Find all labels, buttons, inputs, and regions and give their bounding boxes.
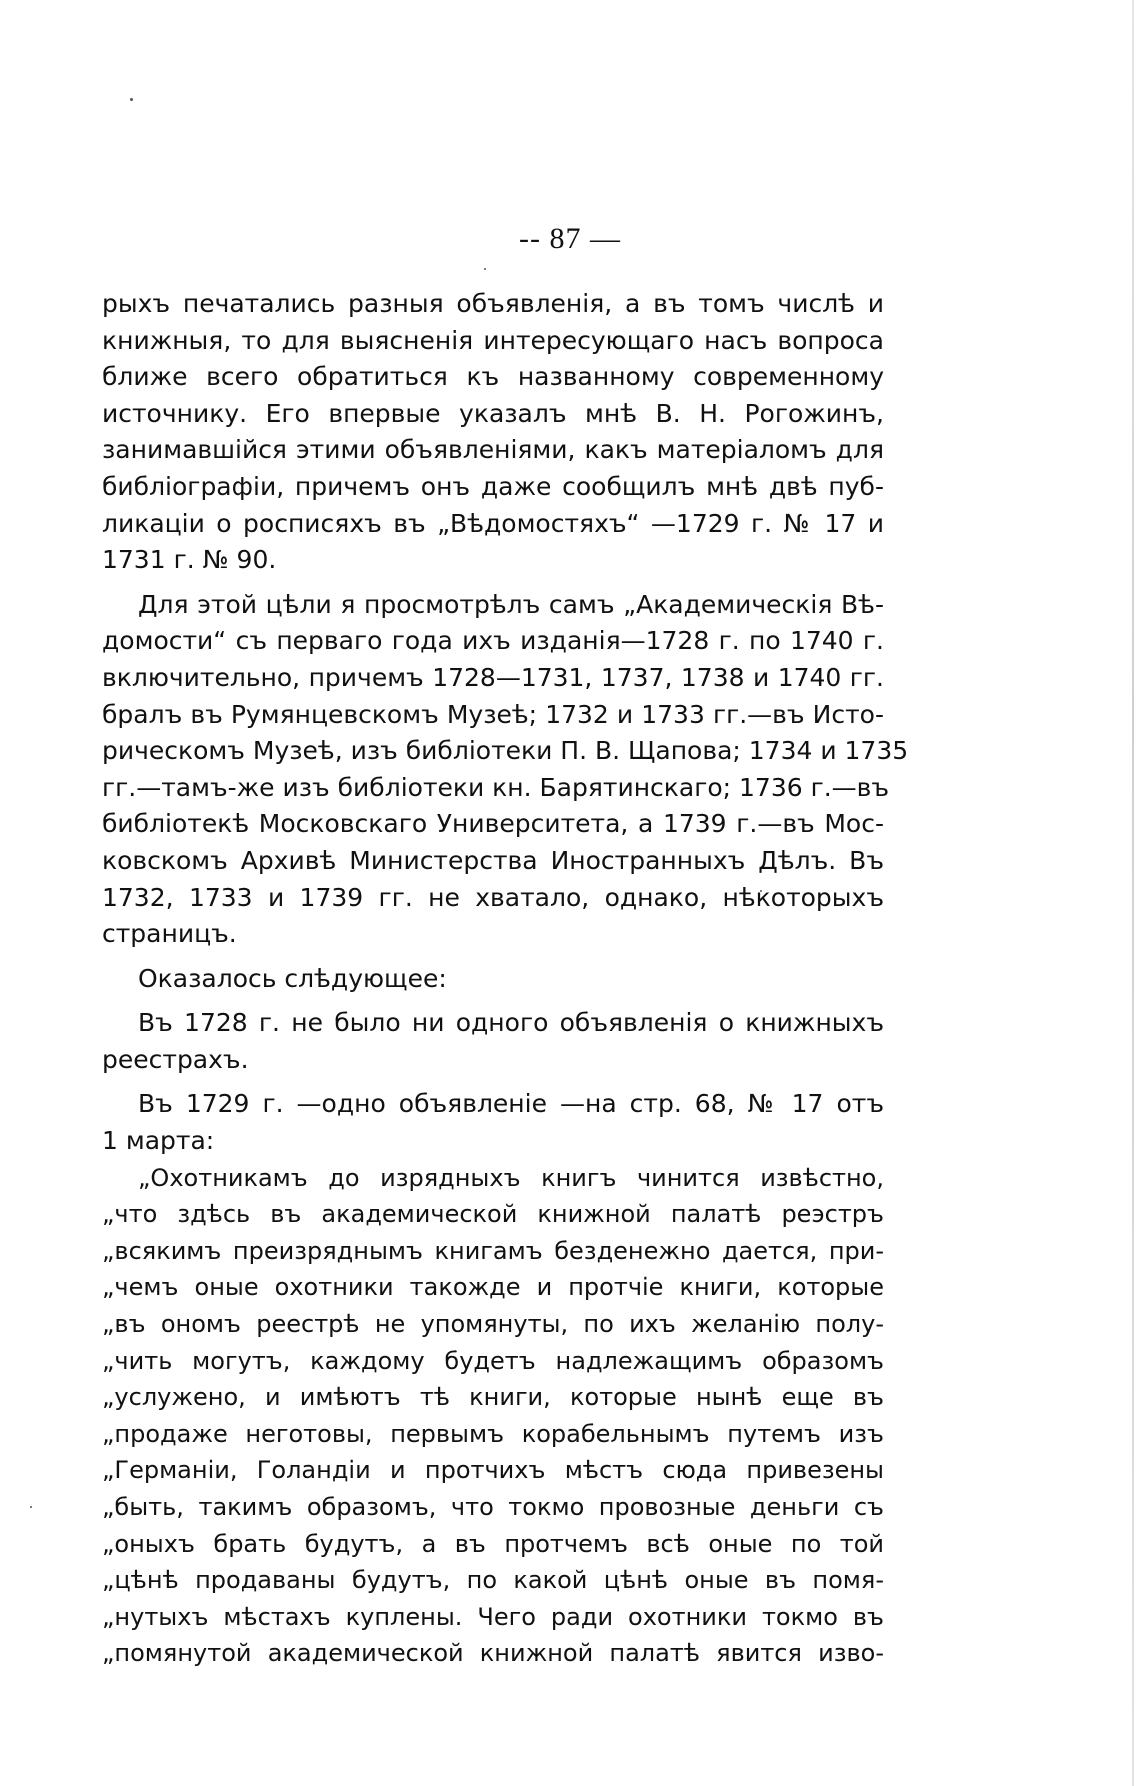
text-line: 1731 г. № 90. [102, 545, 277, 575]
text-line: ковскомъ Архивѣ Министерства Иностранныхъ Дѣлъ. Въ [102, 845, 884, 875]
quote-line: „чемъ оные охотники такожде и протчіе книги, которые [102, 1273, 884, 1302]
quote-line: „цѣнѣ продаваны будутъ, по какой цѣнѣ оные въ помя- [102, 1566, 884, 1595]
text-line: книжныя, то для выясненія интересующаго насъ вопроса [102, 325, 884, 355]
paragraph [102, 961, 884, 998]
text-line: Для этой цѣли я просмотрѣлъ самъ „Академическія Вѣ- [138, 589, 884, 619]
scan-speck [30, 1506, 32, 1508]
text-line: гг.—тамъ-же изъ библіотеки кн. Барятинскаго; 1736 г.—въ [102, 772, 890, 802]
quote-line: „нутыхъ мѣстахъ куплены. Чего ради охотники токмо въ [102, 1602, 884, 1631]
text-line: рическомъ Музеѣ, изъ библіотеки П. В. Щапова; 1734 и 1735 [102, 736, 909, 766]
quoted-announcement [102, 1160, 884, 1672]
quote-line: „Охотникамъ до изрядныхъ книгъ чинится извѣстно, [138, 1163, 884, 1192]
text-line: 1 марта: [102, 1126, 215, 1156]
scan-speck [484, 268, 486, 270]
text-line: домости“ съ перваго года ихъ изданія—1728 г. по 1740 г. [102, 626, 884, 656]
paragraph [102, 587, 909, 953]
text-line: 1732, 1733 и 1739 гг. не хватало, однако, нѣкоторыхъ [102, 882, 884, 912]
quote-line: „Германіи, Голандіи и протчихъ мѣстъ сюда привезены [102, 1456, 884, 1485]
text-line: библіографіи, причемъ онъ даже сообщилъ мнѣ двѣ пуб- [102, 471, 884, 501]
text-line: Въ 1729 г. —одно объявленіе —на стр. 68, № 17 отъ [138, 1089, 884, 1119]
text-line: занимавшійся этими объявленіями, какъ матеріаломъ для [102, 435, 884, 465]
text-line: страницъ. [102, 919, 237, 949]
text-line: источнику. Его впервые указалъ мнѣ В. Н. Рогожинъ, [102, 398, 884, 428]
text-line: рыхъ печатались разныя объявленія, а въ томъ числѣ и [102, 289, 884, 318]
quote-line: „что здѣсь въ академической книжной палатѣ реэстръ [102, 1200, 884, 1229]
quote-line: „чить могутъ, каждому будетъ надлежащимъ образомъ [102, 1346, 884, 1375]
scan-edge-shadow [1132, 0, 1134, 1786]
text-line: ликаціи о росписяхъ въ „Вѣдомостяхъ“ —1729 г. № 17 и [102, 508, 884, 538]
quote-line: „продаже неготовы, первымъ корабельнымъ путемъ изъ [102, 1419, 884, 1448]
text-line: библіотекѣ Московскаго Университета, а 1739 г.—въ Мос- [102, 809, 884, 839]
quote-line: „услужено, и имѣютъ тѣ книги, которые нынѣ еще въ [102, 1383, 884, 1412]
quote-line: „помянутой академической книжной палатѣ явится изво- [102, 1639, 884, 1668]
paragraph [102, 286, 884, 579]
text-line: ближе всего обратиться къ названному современному [102, 362, 884, 392]
quote-line: „быть, такимъ образомъ, что токмо провозные деньги съ [102, 1493, 884, 1521]
page-body [102, 286, 909, 1672]
text-line: Въ 1728 г. не было ни одного объявленія о книжныхъ [138, 1008, 884, 1038]
page-number: -- 87 — [519, 222, 621, 255]
paragraph [102, 1005, 884, 1078]
scan-speck [130, 98, 133, 101]
paragraph [102, 1086, 884, 1159]
quote-line: „въ ономъ реестрѣ не упомянуты, по ихъ желанію полу- [102, 1310, 884, 1339]
quote-line: „всякимъ преизряднымъ книгамъ безденежно дается, при- [102, 1236, 884, 1265]
text-line: бралъ въ Румянцевскомъ Музеѣ; 1732 и 1733 гг.—въ Исто- [102, 699, 884, 729]
text-line: включительно, причемъ 1728—1731, 1737, 1738 и 1740 гг. [102, 662, 884, 692]
text-line: Оказалось слѣдующее: [138, 963, 447, 993]
quote-line: „оныхъ брать будутъ, а въ протчемъ всѣ оные по той [102, 1529, 884, 1558]
text-line: реестрахъ. [102, 1044, 249, 1074]
